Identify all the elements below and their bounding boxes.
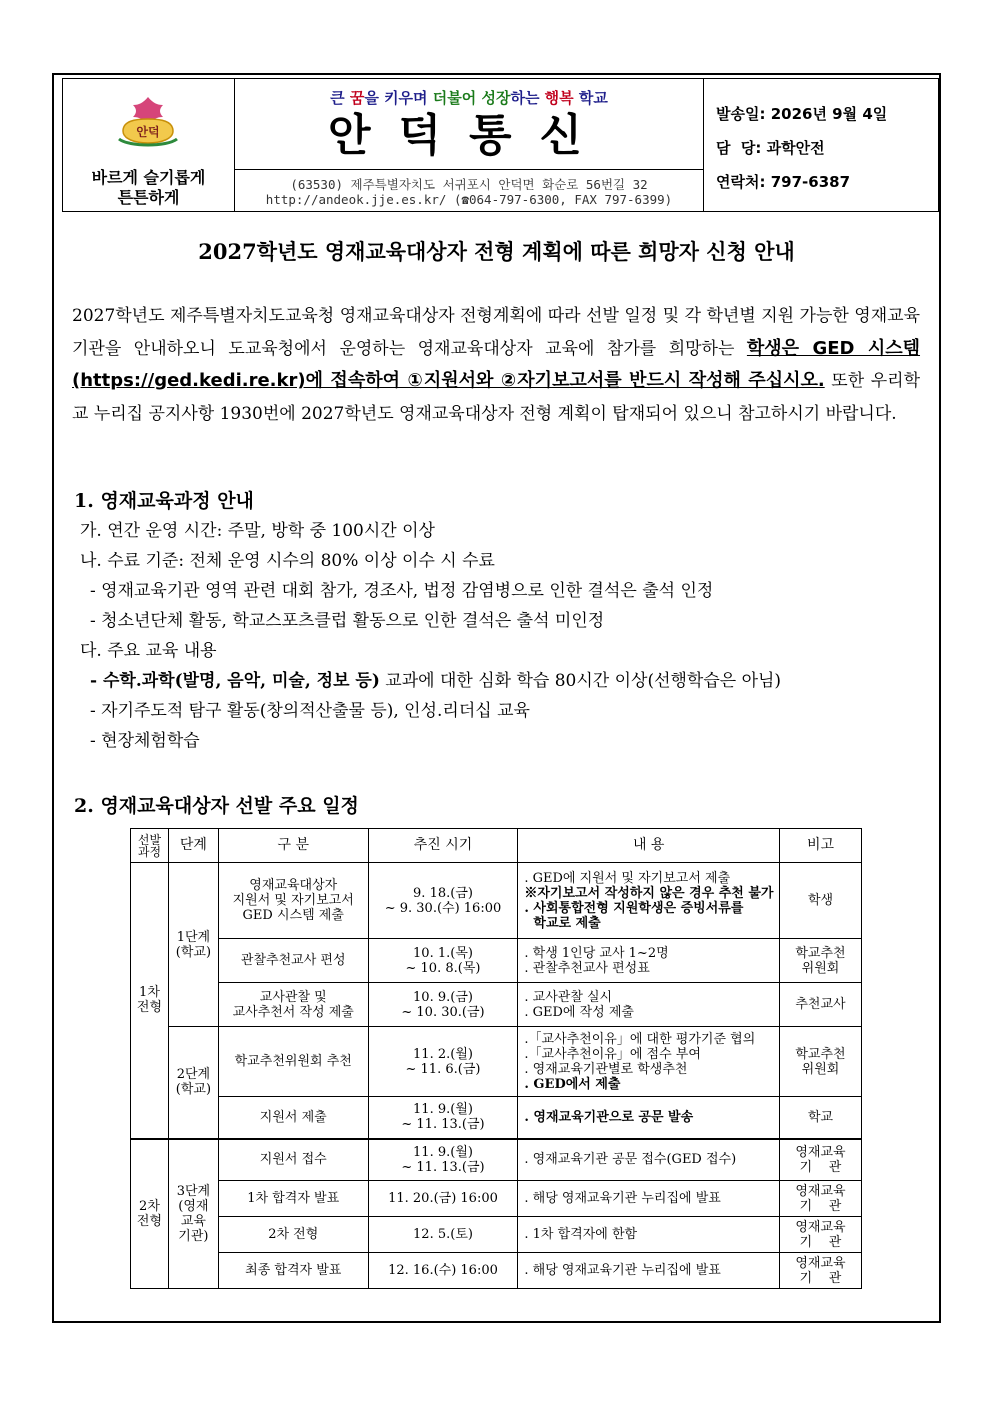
- list-subitem: - 청소년단체 활동, 학교스포츠클럽 활동으로 인한 결석은 출석 미인정: [90, 611, 605, 631]
- manager: [716, 137, 825, 158]
- period-cell: 11. 20.(금) 16:00: [368, 1181, 518, 1217]
- newsletter-header: [62, 78, 939, 212]
- content-line: .「교사추천이유」에 대한 평가기준 협의: [524, 1031, 756, 1047]
- intro-paragraph: [72, 300, 920, 430]
- table-row: [131, 863, 862, 939]
- contact: [716, 171, 850, 192]
- content-line: . GED에 작성 제출: [524, 1004, 634, 1020]
- intro-emphasis: 학생은 GED 시스템(https://ged.kedi.re.kr)에 접속하여 ①지원서와 ②자기보고서를 반드시 작성해 주십시오.: [72, 337, 921, 391]
- content-line: 학교로 제출: [524, 915, 601, 931]
- period-cell: 11. 9.(월) ~ 11. 13.(금): [368, 1097, 518, 1139]
- content-line: . 관찰추천교사 편성표: [524, 960, 650, 976]
- school-address: (63530) 제주특별자치도 서귀포시 안덕면 화순로 56번길 32: [290, 177, 648, 192]
- col-header-stage: 단계: [168, 829, 218, 863]
- period-cell: 11. 9.(월) ~ 11. 13.(금): [368, 1139, 518, 1181]
- list-subitem-bold: - 수학.과학(발명, 음악, 미술, 정보 등): [90, 671, 380, 691]
- slogan-part: 을 키우며: [364, 89, 433, 107]
- note-cell: 영재교육 기 관: [780, 1217, 862, 1253]
- issue-date-label: 발송일:: [716, 105, 766, 123]
- content-line: ※자기보고서 작성하지 않은 경우 추천 불가: [524, 885, 774, 901]
- list-subitem: - 현장체험학습: [90, 731, 200, 751]
- item-cell: 관찰추천교사 편성: [218, 939, 368, 983]
- content-cell: [518, 1139, 780, 1181]
- issue-date-value: 2026년 9월 4일: [770, 105, 888, 123]
- content-line: . 학생 1인당 교사 1~2명: [524, 945, 669, 961]
- slogan-part: 큰: [330, 89, 350, 107]
- section1-list: [80, 516, 930, 756]
- content-line: . 영재교육기관으로 공문 발송: [524, 1109, 694, 1125]
- logo-text: 안덕: [136, 125, 160, 139]
- stage-cell: 1단계 (학교): [168, 863, 218, 1027]
- note-cell: 학교: [780, 1097, 862, 1139]
- table-row: [131, 1217, 862, 1253]
- manager-label: 담 당:: [716, 139, 762, 157]
- item-cell: 지원서 제출: [218, 1097, 368, 1139]
- note-cell: 영재교육 기 관: [780, 1139, 862, 1181]
- content-cell: [518, 1097, 780, 1139]
- school-logo-icon: [115, 93, 181, 151]
- content-cell: [518, 1253, 780, 1289]
- contact-label: 연락처:: [716, 173, 766, 191]
- table-header-row: [131, 829, 862, 863]
- table-row: [131, 1097, 862, 1139]
- content-line: .「교사추천이유」에 점수 부여: [524, 1046, 701, 1062]
- list-item-na: 나. 수료 기준: 전체 운영 시수의 80% 이상 이수 시 수료: [80, 551, 495, 571]
- slogan-part: 하는: [510, 89, 545, 107]
- col-header-period: 추진 시기: [368, 829, 518, 863]
- col-header-process: 선발 과정: [131, 829, 169, 863]
- header-logo-cell: [63, 79, 235, 211]
- content-line: . 1차 합격자에 한함: [524, 1227, 638, 1242]
- col-header-note: 비고: [780, 829, 862, 863]
- note-cell: 학교추천 위원회: [780, 1027, 862, 1097]
- item-cell: 지원서 접수: [218, 1139, 368, 1181]
- content-cell: [518, 939, 780, 983]
- header-meta-cell: [704, 79, 938, 211]
- content-line: . 사회통합전형 지원학생은 증빙서류를: [524, 900, 744, 916]
- intro-text-1: 2027학년도 제주특별자치도교육청 영재교육대상자 전형계획에 따라 선발 일정 및 각 학년별 지원 가능한 영재교육기관을 안내하오니 도교육청에서 운영하는 영재교육대상자 교육에 참가를 희망하는: [72, 306, 920, 359]
- list-subitem: - 자기주도적 탐구 활동(창의적산출물 등), 인성.리더십 교육: [90, 701, 530, 721]
- school-slogan: [235, 87, 703, 108]
- slogan-part: 학교: [573, 89, 608, 107]
- note-cell: 영재교육 기 관: [780, 1181, 862, 1217]
- list-subitem: - 영재교육기관 영역 관련 대회 참가, 경조사, 법정 감염병으로 인한 결석은 출석 인정: [90, 581, 714, 601]
- item-cell: 영재교육대상자 지원서 및 자기보고서 GED 시스템 제출: [218, 863, 368, 939]
- school-motto-line2: 튼튼하게: [117, 188, 180, 207]
- school-motto-line1: 바르게 슬기롭게: [91, 168, 206, 187]
- col-header-item: 구 분: [218, 829, 368, 863]
- contact-value: 797-6387: [770, 173, 851, 191]
- intro-text-2: 또한 우리학교 누리집 공지사항 1930번에 2027학년도 영재교육대상자 전형 계획이 탑재되어 있으니 참고하시기 바랍니다.: [72, 371, 920, 424]
- item-cell: 최종 합격자 발표: [218, 1253, 368, 1289]
- content-line: . 해당 영재교육기관 누리집에 발표: [524, 1263, 721, 1278]
- note-cell: 학교추천 위원회: [780, 939, 862, 983]
- content-line: . 영재교육기관 공문 접수(GED 접수): [524, 1152, 737, 1168]
- item-cell: 학교추천위원회 추천: [218, 1027, 368, 1097]
- content-line: . 교사관찰 실시: [524, 989, 613, 1005]
- content-line: . GED에 지원서 및 자기보고서 제출: [524, 870, 731, 886]
- note-cell: 추천교사: [780, 983, 862, 1027]
- content-line: . 해당 영재교육기관 누리집에 발표: [524, 1191, 721, 1206]
- col-header-content: 내 용: [518, 829, 780, 863]
- period-cell: 9. 18.(금) ~ 9. 30.(수) 16:00: [368, 863, 518, 939]
- item-cell: 교사관찰 및 교사추천서 작성 제출: [218, 983, 368, 1027]
- content-line: . 영재교육기관별로 학생추천: [524, 1061, 688, 1077]
- content-cell: [518, 1181, 780, 1217]
- table-row: [131, 1139, 862, 1181]
- list-subitem-rest: 교과에 대한 심화 학습 80시간 이상(선행학습은 아님): [379, 671, 782, 691]
- content-cell: [518, 1217, 780, 1253]
- document-title: 2027학년도 영재교육대상자 전형 계획에 따른 희망자 신청 안내: [198, 239, 795, 264]
- period-cell: 12. 16.(수) 16:00: [368, 1253, 518, 1289]
- note-cell: 영재교육 기 관: [780, 1253, 862, 1289]
- table-row: [131, 939, 862, 983]
- process-cell: 1차 전형: [131, 863, 169, 1139]
- school-contact-line: http://andeok.jje.es.kr/ (☎064-797-6300, FAX 797-6399): [265, 192, 673, 207]
- content-cell: [518, 863, 780, 939]
- slogan-part: 더불어 성장: [432, 89, 511, 107]
- slogan-part: 꿈: [349, 89, 365, 107]
- list-subitem: [80, 666, 930, 696]
- content-line: . GED에서 제출: [524, 1076, 621, 1092]
- newsletter-masthead: 안덕통신: [327, 110, 610, 161]
- slogan-part: 행복: [544, 89, 574, 107]
- period-cell: 10. 9.(금) ~ 10. 30.(금): [368, 983, 518, 1027]
- table-row: [131, 1181, 862, 1217]
- content-cell: [518, 1027, 780, 1097]
- item-cell: 2차 전형: [218, 1217, 368, 1253]
- period-cell: 12. 5.(토): [368, 1217, 518, 1253]
- schedule-table: [130, 828, 862, 1289]
- header-divider: [235, 169, 703, 170]
- note-cell: 학생: [780, 863, 862, 939]
- issue-date: [716, 103, 887, 124]
- process-cell: 2차 전형: [131, 1139, 169, 1289]
- stage-cell: 3단계 (영재 교육 기관): [168, 1139, 218, 1289]
- section2-heading: 2. 영재교육대상자 선발 주요 일정: [74, 795, 359, 817]
- table-row: [131, 1027, 862, 1097]
- header-masthead-cell: [235, 79, 704, 211]
- period-cell: 10. 1.(목) ~ 10. 8.(목): [368, 939, 518, 983]
- table-row: [131, 1253, 862, 1289]
- period-cell: 11. 2.(월) ~ 11. 6.(금): [368, 1027, 518, 1097]
- content-cell: [518, 983, 780, 1027]
- manager-value: 과학안전: [766, 139, 825, 157]
- table-row: [131, 983, 862, 1027]
- list-item-da: 다. 주요 교육 내용: [80, 641, 217, 661]
- list-item-ga: 가. 연간 운영 시간: 주말, 방학 중 100시간 이상: [80, 521, 435, 541]
- stage-cell: 2단계 (학교): [168, 1027, 218, 1139]
- section1-heading: 1. 영재교육과정 안내: [74, 490, 254, 512]
- item-cell: 1차 합격자 발표: [218, 1181, 368, 1217]
